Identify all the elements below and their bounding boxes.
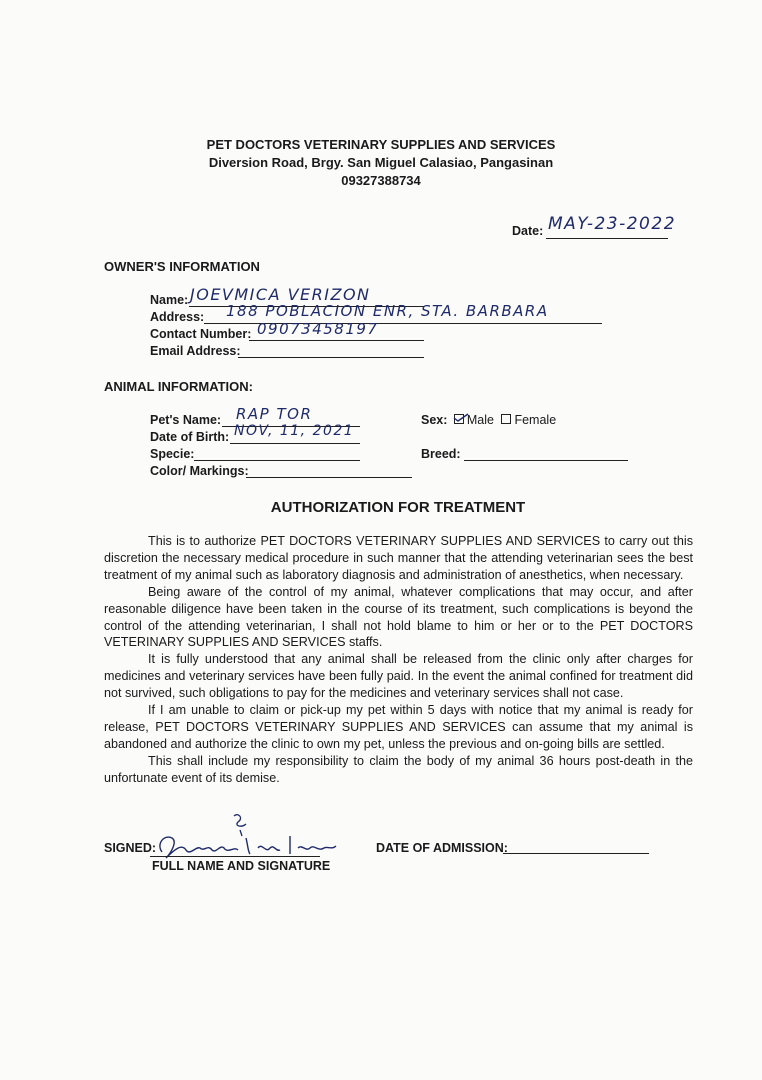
signed-label: SIGNED: [104, 841, 157, 855]
date-label: Date: [512, 224, 544, 238]
breed-line [464, 460, 628, 461]
authorization-paragraph: It is fully understood that any animal shall be released from the clinic only after charges for medicines and veterinary services have been fully paid. In the event the animal confined for treatment did not survived, such obligations to pay for the medicines and veterinary services shall not case. [104, 652, 693, 701]
company-address: Diversion Road, Brgy. San Miguel Calasiao, Pangasinan [208, 155, 554, 170]
sex-label: Sex: [421, 413, 448, 427]
markings-label: Color/ Markings: [150, 464, 249, 478]
authorization-paragraph: This shall include my responsibility to claim the body of my animal 36 hours post-death in the unfortunate event of its demise. [104, 753, 693, 785]
owner-contact-label: Contact Number: [150, 327, 252, 341]
owner-section-title: OWNER'S INFORMATION [104, 259, 260, 274]
letterhead [0, 136, 762, 190]
male-option-label: Male [466, 413, 494, 427]
owner-contact-value: 09073458197 [257, 320, 379, 338]
sex-field [421, 413, 556, 427]
admission-date-label: DATE OF ADMISSION: [376, 841, 508, 855]
date-line [546, 238, 668, 239]
date-value: MAY-23-2022 [548, 214, 677, 234]
company-name: PET DOCTORS VETERINARY SUPPLIES AND SERVICES [206, 137, 556, 152]
company-phone: 09327388734 [341, 173, 421, 188]
breed-label: Breed: [421, 447, 461, 461]
authorization-title: AUTHORIZATION FOR TREATMENT [270, 499, 526, 516]
authorization-paragraph: This is to authorize PET DOCTORS VETERINARY SUPPLIES AND SERVICES to carry out this discretion the necessary medical procedure in such manner that the attending veterinarian sees the best treatment of my animal such as laboratory diagnosis and administration of anesthetics, when necessary. [104, 534, 693, 582]
female-checkbox[interactable] [501, 414, 511, 424]
owner-email-line [238, 357, 424, 358]
signature-caption: FULL NAME AND SIGNATURE [152, 859, 331, 873]
signature-line [150, 856, 320, 857]
handwritten-signature [150, 808, 340, 866]
specie-line [194, 460, 360, 461]
owner-address-value: 188 POBLACION ENR, STA. BARBARA [226, 302, 549, 320]
dob-value: NOV, 11, 2021 [234, 423, 355, 439]
authorization-body [104, 533, 693, 787]
owner-name-value: JOEVMICA VERIZON [190, 285, 371, 304]
owner-email-label: Email Address: [150, 344, 241, 358]
animal-section-title: ANIMAL INFORMATION: [104, 379, 253, 394]
authorization-paragraph: If I am unable to claim or pick-up my pet within 5 days with notice that my animal is ready for release, PET DOCTORS VETERINARY SUPPLIES AND SERVICES can assume that my animal is abandoned and authorize the clinic to own my pet, unless the previous and on-going bills are settled. [104, 703, 693, 751]
male-checkbox[interactable] [454, 414, 464, 424]
admission-date-line [503, 853, 649, 854]
markings-line [246, 477, 412, 478]
dob-line [230, 443, 360, 444]
pet-name-label: Pet's Name: [150, 413, 222, 427]
owner-contact-line [249, 340, 424, 341]
owner-address-label: Address: [150, 310, 205, 324]
owner-name-label: Name: [150, 293, 189, 307]
check-mark-icon [453, 413, 469, 423]
pet-name-value: RAP TOR [236, 405, 313, 423]
authorization-paragraph: Being aware of the control of my animal, whatever complications that may occur, and after reasonable diligence have been taken in the course of its treatment, such complications is beyond the control of the attending veterinarian, I shall not hold blame to him or her or to the PET DOCTORS VETERINARY SUPPLIES AND SERVICES staffs. [104, 584, 693, 650]
dob-label: Date of Birth: [150, 430, 230, 444]
specie-label: Specie: [150, 447, 195, 461]
female-option-label: Female [514, 413, 557, 427]
